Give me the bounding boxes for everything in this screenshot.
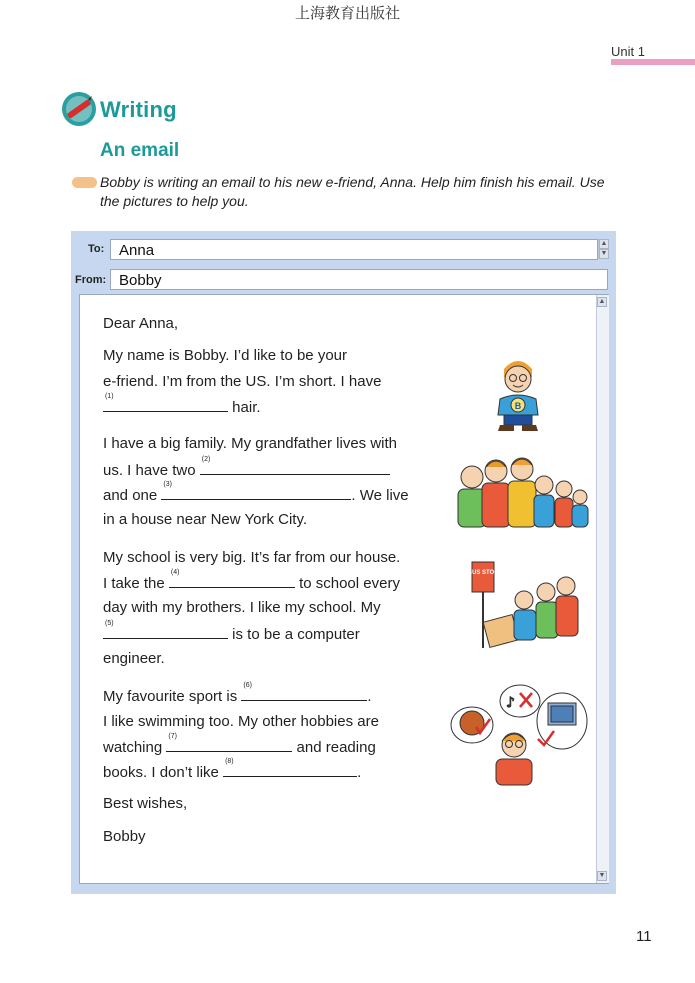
- p4-line1-tail: .: [367, 688, 372, 705]
- blank-1[interactable]: [103, 393, 228, 412]
- from-label: From:: [75, 274, 107, 286]
- scroll-up-icon[interactable]: ▲: [598, 298, 606, 305]
- body-scrollbar[interactable]: [596, 295, 609, 883]
- hobbies-picture: [450, 683, 588, 789]
- blank-number: (7): [168, 733, 177, 740]
- instruction-text: Bobby is writing an email to his new e-friend, Anna. Help him finish his email. Use the pictures to help you.: [100, 174, 605, 209]
- p3-line2: [103, 569, 400, 592]
- p4-line4-text: books. I don’t like: [103, 764, 219, 781]
- blank-number: (4): [170, 569, 180, 576]
- scroll-up-icon[interactable]: ▲: [600, 240, 608, 247]
- p2-line3-tail: . We live: [351, 487, 409, 504]
- p4-line4: [103, 758, 362, 781]
- bus-stop-sign: BUS STOP: [467, 570, 499, 576]
- publisher-name: 上海教育出版社: [294, 4, 400, 22]
- p3-line4-text: is to be a computer: [232, 626, 360, 643]
- blank-number: (2): [201, 456, 211, 463]
- p3-line3: day with my brothers. I like my school. My: [103, 599, 381, 616]
- blank-number: (6): [243, 682, 252, 689]
- blank-2[interactable]: [200, 456, 390, 475]
- blank-number: (8): [225, 758, 234, 765]
- bobby-picture: [488, 355, 548, 433]
- blank-3[interactable]: [161, 481, 351, 500]
- p3-line5: engineer.: [103, 650, 165, 667]
- p4-line4-tail: .: [357, 764, 362, 781]
- instruction-marker: [72, 177, 97, 188]
- p4-line3-tail: and reading: [296, 739, 376, 756]
- bus-stop-picture: [458, 560, 583, 652]
- closing: Best wishes,: [103, 795, 188, 812]
- p1-line3: [103, 393, 261, 416]
- to-label: To:: [88, 243, 105, 255]
- section-title: Writing: [100, 97, 177, 122]
- unit-label: Unit 1: [611, 44, 645, 59]
- section-subtitle: An email: [100, 140, 180, 161]
- p3-line4: [103, 620, 360, 643]
- p2-line3-text: and one: [103, 487, 158, 504]
- p2-line1: I have a big family. My grandfather lives with: [103, 435, 398, 452]
- p4-line3: [103, 733, 376, 756]
- blank-number: (5): [105, 620, 114, 627]
- blank-7[interactable]: [166, 733, 292, 752]
- p4-line1-text: My favourite sport is: [103, 688, 238, 705]
- p3-line2-tail: to school every: [299, 575, 400, 592]
- scroll-down-icon[interactable]: ▼: [600, 250, 608, 257]
- from-field[interactable]: Bobby: [110, 269, 608, 290]
- writing-pen-icon: [60, 90, 98, 128]
- blank-4[interactable]: [169, 569, 295, 588]
- p2-line2: [103, 456, 390, 479]
- p3-line1: My school is very big. It’s far from our house.: [103, 549, 401, 566]
- blank-8[interactable]: [223, 758, 357, 777]
- blank-number: (1): [105, 393, 114, 400]
- p3-line2-text: I take the: [103, 575, 165, 592]
- p2-line2-text: us. I have two: [103, 462, 196, 479]
- signature: Bobby: [103, 828, 146, 845]
- p4-line1: [103, 682, 372, 705]
- to-field[interactable]: Anna: [110, 239, 598, 260]
- p2-line3: [103, 481, 409, 504]
- p4-line2: I like swimming too. My other hobbies are: [103, 713, 379, 730]
- greeting: Dear Anna,: [103, 315, 179, 332]
- family-picture: [452, 455, 592, 533]
- p2-line4: in a house near New York City.: [103, 511, 308, 528]
- music-note-icon: ♪: [506, 695, 515, 711]
- p1-line1: My name is Bobby. I’d like to be your: [103, 347, 347, 364]
- unit-bar: [611, 59, 695, 65]
- to-field-scroller[interactable]: [598, 239, 609, 259]
- blank-6[interactable]: [241, 682, 367, 701]
- scroll-down-icon[interactable]: ▼: [598, 872, 606, 879]
- blank-number: (3): [163, 481, 172, 488]
- page-number: 11: [636, 928, 652, 945]
- p4-line3-text: watching: [103, 739, 163, 756]
- p1-line2: e-friend. I’m from the US. I’m short. I have: [103, 373, 382, 390]
- p1-line3-text: hair.: [232, 399, 261, 416]
- blank-5[interactable]: [103, 620, 228, 639]
- shirt-letter: B: [514, 401, 522, 411]
